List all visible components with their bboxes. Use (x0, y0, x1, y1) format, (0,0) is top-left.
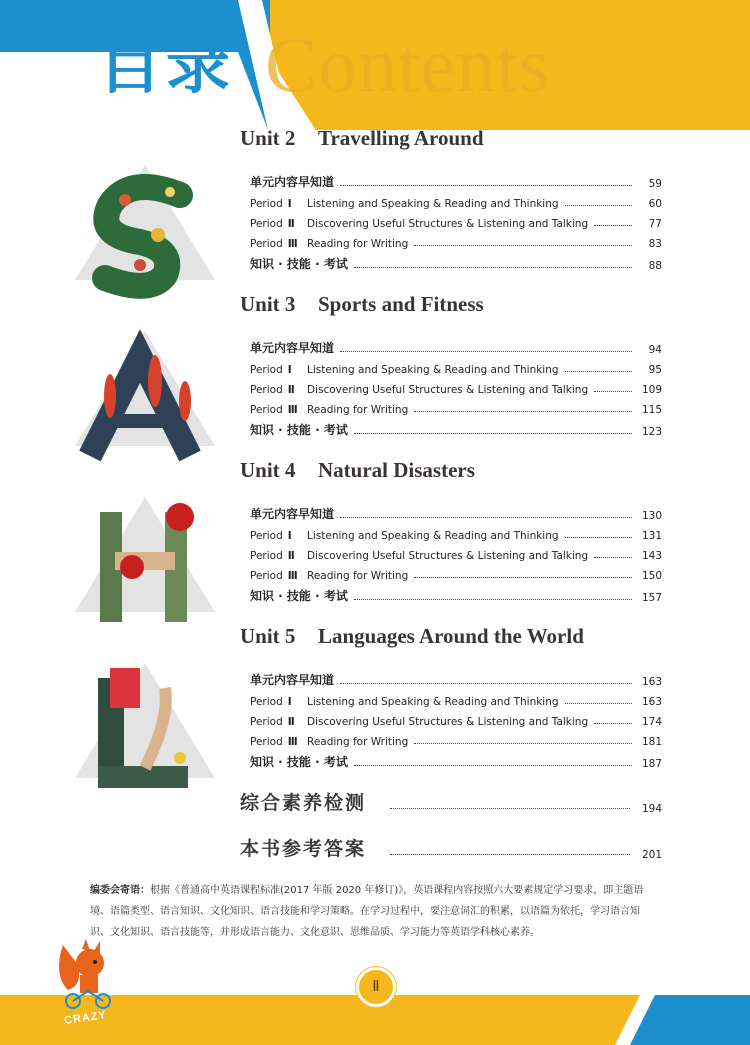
toc-page-number: 201 (641, 849, 662, 861)
toc-entry-label: Discovering Useful Structures & Listening and Talking (307, 716, 589, 728)
toc-page-number: 83 (648, 238, 662, 250)
period-label (250, 570, 307, 582)
toc-row[interactable] (250, 210, 662, 230)
leader-dots (354, 599, 632, 600)
toc-entry-label: Reading for Writing (307, 570, 409, 582)
period-number: Ⅲ (287, 238, 298, 250)
art-letter-l (70, 658, 220, 808)
period-number: Ⅱ (287, 550, 295, 562)
page-title: 目录 (98, 29, 234, 103)
period-number: Ⅱ (287, 384, 295, 396)
fox-mascot-icon (48, 935, 118, 1015)
toc-row[interactable] (250, 336, 662, 356)
toc-row[interactable] (250, 418, 662, 438)
page-number-badge: Ⅱ (356, 967, 396, 1007)
leader-dots (414, 743, 632, 744)
unit-heading (240, 458, 475, 483)
toc-row[interactable] (250, 522, 662, 542)
leader-dots (565, 371, 632, 372)
leader-dots (594, 723, 632, 724)
toc-entry-label: Discovering Useful Structures & Listening and Talking (307, 550, 589, 562)
toc-entry-label: 知识 · 技能 · 考试 (250, 755, 348, 769)
toc-row[interactable] (250, 396, 662, 416)
toc-page-number: 95 (648, 364, 662, 376)
unit-number: Unit 4 (240, 458, 296, 482)
leader-dots (414, 245, 632, 246)
toc-page-number: 130 (641, 510, 662, 522)
period-number: Ⅰ (287, 530, 292, 542)
period-word: Period (250, 404, 283, 416)
toc-page-number: 143 (641, 550, 662, 562)
period-number: Ⅲ (287, 570, 298, 582)
leader-dots (594, 225, 632, 226)
unit-number: Unit 5 (240, 624, 296, 648)
toc-page-number: 94 (648, 344, 662, 356)
unit-name: Natural Disasters (318, 458, 475, 482)
leader-dots (354, 267, 632, 268)
page-title-english: Contents (265, 21, 551, 108)
leader-dots (565, 205, 632, 206)
toc-page-number: 181 (641, 736, 662, 748)
period-word: Period (250, 550, 283, 562)
toc-page-number: 131 (641, 530, 662, 542)
art-letter-h (70, 492, 220, 642)
leader-dots (340, 517, 632, 518)
period-number: Ⅰ (287, 364, 292, 376)
toc-entry-label: Listening and Speaking & Reading and Thinking (307, 198, 559, 210)
period-label (250, 364, 307, 376)
period-word: Period (250, 198, 283, 210)
toc-row[interactable] (250, 688, 662, 708)
period-label (250, 198, 307, 210)
period-word: Period (250, 696, 283, 708)
editor-note (90, 880, 650, 943)
toc-entry-label: Reading for Writing (307, 238, 409, 250)
period-label (250, 696, 307, 708)
toc-page-number: 59 (648, 178, 662, 190)
mascot-text: CRAZY (63, 1009, 108, 1027)
toc-entry-label: Reading for Writing (307, 736, 409, 748)
toc-row[interactable] (250, 252, 662, 272)
toc-row[interactable] (250, 376, 662, 396)
toc-entry-label: 单元内容早知道 (250, 507, 335, 521)
toc-page-number: 194 (641, 803, 662, 815)
toc-extra-label: 综合素养检测 (240, 792, 367, 814)
toc-entry-label: Discovering Useful Structures & Listening and Talking (307, 384, 589, 396)
toc-row[interactable] (250, 502, 662, 522)
toc-entry-label: 单元内容早知道 (250, 175, 335, 189)
period-number: Ⅲ (287, 736, 298, 748)
leader-dots (414, 411, 632, 412)
period-word: Period (250, 218, 283, 230)
leader-dots (340, 351, 632, 352)
toc-page-number: 163 (641, 696, 662, 708)
leader-dots (414, 577, 632, 578)
toc-entry-label: Listening and Speaking & Reading and Thinking (307, 364, 559, 376)
toc-row[interactable] (250, 584, 662, 604)
toc-page-number: 115 (641, 404, 662, 416)
period-word: Period (250, 384, 283, 396)
toc-row[interactable] (250, 668, 662, 688)
toc-entry-label: Listening and Speaking & Reading and Thinking (307, 530, 559, 542)
toc-row[interactable] (250, 542, 662, 562)
period-label (250, 716, 307, 728)
toc-entry-label: Discovering Useful Structures & Listening and Talking (307, 218, 589, 230)
toc-entry-label: Reading for Writing (307, 404, 409, 416)
period-word: Period (250, 736, 283, 748)
period-number: Ⅲ (287, 404, 298, 416)
period-label (250, 404, 307, 416)
toc-extra-label: 本书参考答案 (240, 838, 367, 860)
art-letter-a (70, 326, 220, 476)
editor-note-body: 根据《普通高中英语课程标准(2017 年版 2020 年修订)》，英语课程内容按照六大要素规定学习要求，即主题语境、语篇类型、语言知识、文化知识、语言技能和学习策略。在学习过程中，要注意词汇的积累，以语篇为依托，学习语言知识、文化知识、语言技能等，并形成语言能力、文化意识、思维品质、学习能力等英语学科核心素养。 (90, 885, 644, 938)
leader-dots (565, 703, 632, 704)
leader-dots (390, 854, 630, 855)
unit-heading (240, 292, 484, 317)
period-label (250, 218, 307, 230)
toc-entry-label: 知识 · 技能 · 考试 (250, 257, 348, 271)
toc-entry-label: 知识 · 技能 · 考试 (250, 423, 348, 437)
toc-entry-label: 知识 · 技能 · 考试 (250, 589, 348, 603)
editor-note-lead: 编委会寄语： (90, 885, 150, 896)
toc-page-number: 163 (641, 676, 662, 688)
toc-row[interactable] (250, 708, 662, 728)
period-word: Period (250, 716, 283, 728)
art-letter-s (70, 160, 220, 310)
period-word: Period (250, 238, 283, 250)
toc-row[interactable] (250, 356, 662, 376)
unit-heading (240, 624, 584, 649)
period-word: Period (250, 570, 283, 582)
toc-page-number: 77 (648, 218, 662, 230)
toc-page-number: 60 (648, 198, 662, 210)
leader-dots (340, 185, 632, 186)
period-number: Ⅰ (287, 696, 292, 708)
period-number: Ⅱ (287, 716, 295, 728)
unit-number: Unit 2 (240, 126, 296, 150)
period-word: Period (250, 530, 283, 542)
toc-page-number: 150 (641, 570, 662, 582)
toc-page-number: 187 (641, 758, 662, 770)
toc-row-answer-key[interactable] (240, 834, 662, 861)
unit-name: Travelling Around (318, 126, 484, 150)
toc-page-number: 157 (641, 592, 662, 604)
period-label (250, 384, 307, 396)
leader-dots (594, 391, 632, 392)
toc-row[interactable] (250, 562, 662, 582)
toc-row[interactable] (250, 170, 662, 190)
toc-page-number: 109 (641, 384, 662, 396)
period-label (250, 550, 307, 562)
toc-row[interactable] (250, 728, 662, 748)
leader-dots (594, 557, 632, 558)
period-label (250, 530, 307, 542)
unit-name: Languages Around the World (318, 624, 584, 648)
period-word: Period (250, 364, 283, 376)
unit-heading (240, 126, 484, 151)
toc-entry-label: Listening and Speaking & Reading and Thinking (307, 696, 559, 708)
period-label (250, 736, 307, 748)
toc-row-comprehensive-test[interactable] (240, 788, 662, 815)
leader-dots (565, 537, 632, 538)
toc-row[interactable] (250, 230, 662, 250)
toc-page-number: 123 (641, 426, 662, 438)
toc-row[interactable] (250, 190, 662, 210)
unit-number: Unit 3 (240, 292, 296, 316)
toc-entry-label: 单元内容早知道 (250, 341, 335, 355)
toc-entry-label: 单元内容早知道 (250, 673, 335, 687)
leader-dots (390, 808, 630, 809)
leader-dots (354, 433, 632, 434)
unit-name: Sports and Fitness (318, 292, 484, 316)
period-number: Ⅰ (287, 198, 292, 210)
toc-row[interactable] (250, 750, 662, 770)
period-label (250, 238, 307, 250)
toc-page-number: 174 (641, 716, 662, 728)
leader-dots (340, 683, 632, 684)
leader-dots (354, 765, 632, 766)
period-number: Ⅱ (287, 218, 295, 230)
toc-page-number: 88 (648, 260, 662, 272)
